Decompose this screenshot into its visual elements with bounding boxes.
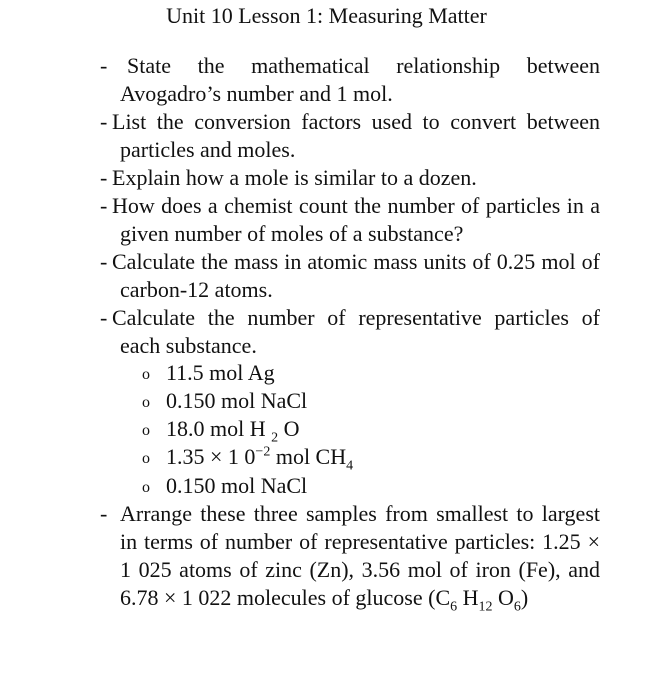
circle-bullet-icon: o [142,394,150,411]
substance-text: mol CH [270,444,347,469]
objective-item [100,304,600,360]
substance-item [142,387,307,417]
objective-item [100,52,600,108]
dash-marker: - [100,109,108,134]
substance-item [142,359,275,389]
objective-text: State the mathematical relationship between Avogadro’s number and 1 mol. [120,53,600,106]
substance-text: O [278,416,300,441]
objective-text: How does a chemist count the number of particles in a given number of moles of a substance? [112,193,600,246]
objective-text: Explain how a mole is similar to a dozen. [112,165,477,190]
dash-marker: - [100,165,108,190]
objective-item [100,248,600,304]
subscript: 12 [478,599,493,615]
substance-text: 0.150 mol NaCl [166,473,308,498]
objective-item [100,500,600,615]
circle-bullet-icon: o [142,450,150,467]
formula-part: ) [520,585,529,610]
formula-part: H [457,585,479,610]
objective-item [100,164,600,192]
substance-text: 1.35 × 1 0 [166,444,256,469]
substance-item [142,415,300,445]
substance-text: 18.0 mol H [166,416,272,441]
circle-bullet-icon: o [142,366,150,383]
superscript: −2 [255,444,271,460]
objective-text [100,500,600,615]
dash-marker: - [100,53,108,78]
dash-marker: - [100,249,108,274]
objective-item [100,192,600,248]
substance-text: 0.150 mol NaCl [166,388,308,413]
substance-text: 11.5 mol Ag [166,360,275,385]
dash-marker: - [100,193,108,218]
subscript: 4 [346,458,354,474]
subscript: 2 [271,430,279,446]
subscript: 6 [450,599,458,615]
objective-item [100,108,600,164]
objective-text: Calculate the mass in atomic mass units of 0.25 mol of carbon-12 atoms. [112,249,600,302]
objective-text: List the conversion factors used to convert between particles and moles. [112,109,600,162]
circle-bullet-icon: o [142,479,150,496]
dash-marker: - [100,305,108,330]
dash-marker: - [100,501,108,526]
circle-bullet-icon: o [142,422,150,439]
objective-text: Calculate the number of representative particles of each substance. [112,305,600,358]
subscript: 6 [513,599,521,615]
page-title: Unit 10 Lesson 1: Measuring Matter [166,3,487,28]
formula-part: O [492,585,514,610]
substance-item [142,443,353,473]
objective-text-main: Arrange these three samples from smallest to largest in terms of number of representative particles: 1.25 × 1 025 atoms of zinc (Zn), 3.56 mol of iron (Fe), and 6.78 × 1 022 molecules of glucose (C [120,501,600,610]
substance-item [142,472,307,502]
